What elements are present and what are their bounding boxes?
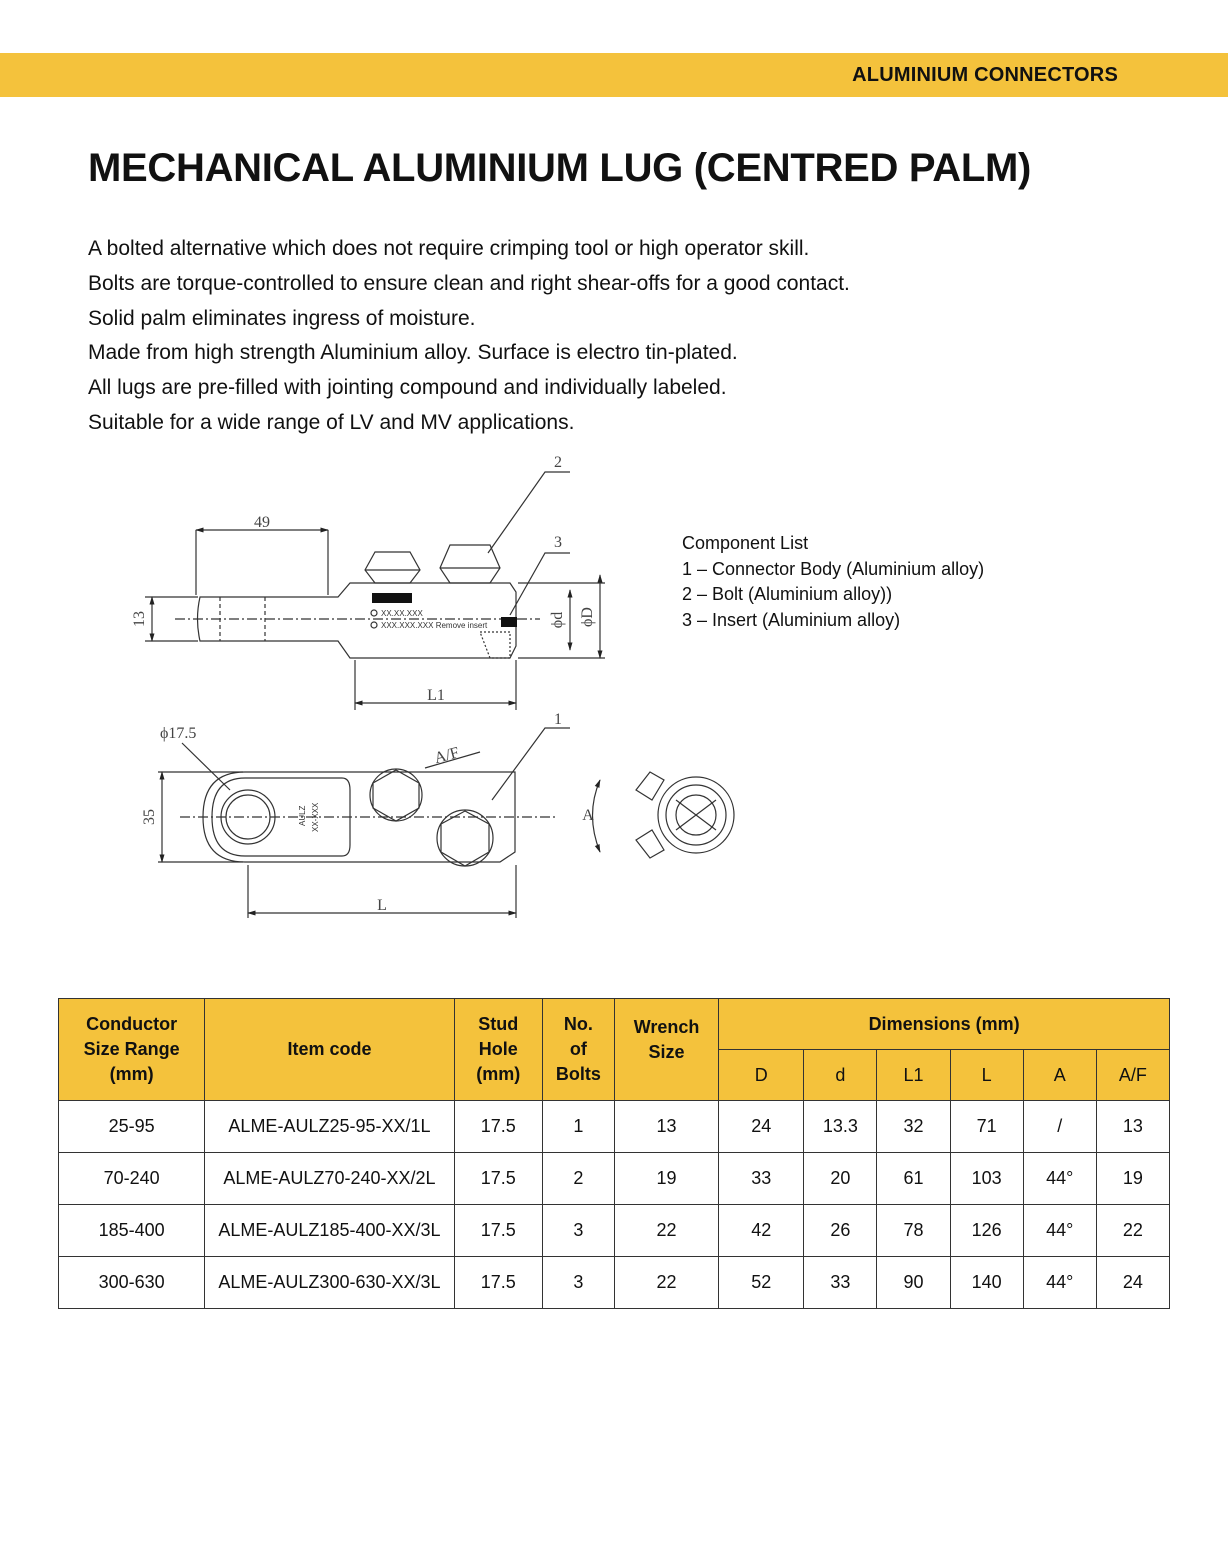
cell-A: / (1023, 1101, 1096, 1153)
cell-AF: 24 (1096, 1257, 1169, 1309)
cell-item-code: ALME-AULZ70-240-XX/2L (205, 1153, 454, 1205)
dim-AF-label: A/F (432, 744, 462, 768)
cell-A: 44° (1023, 1257, 1096, 1309)
cell-L: 71 (950, 1101, 1023, 1153)
header-dimensions: Dimensions (mm) (719, 999, 1170, 1050)
header-dim-AF: A/F (1096, 1050, 1169, 1101)
cell-bolts: 3 (542, 1257, 614, 1309)
cell-d: 13.3 (804, 1101, 877, 1153)
header-wrench-line: Size (648, 1042, 685, 1062)
header-dim-L: L (950, 1050, 1023, 1101)
header-bolts-line: of (569, 1039, 587, 1059)
cell-wrench: 22 (614, 1257, 718, 1309)
header-dim-L1: L1 (877, 1050, 950, 1101)
cell-wrench: 13 (614, 1101, 718, 1153)
dim-D-label: ϕD (579, 607, 596, 627)
cell-wrench: 22 (614, 1205, 718, 1257)
cell-stud-hole: 17.5 (454, 1205, 542, 1257)
cell-L1: 90 (877, 1257, 950, 1309)
dim-L1-label: L1 (427, 687, 445, 704)
cell-conductor: 185-400 (59, 1205, 205, 1257)
dim-A-label: A (582, 807, 594, 824)
cell-L1: 78 (877, 1205, 950, 1257)
cell-D: 24 (719, 1101, 804, 1153)
callout-3: 3 (554, 534, 562, 551)
label-code-1: XX.XX.XXX (381, 609, 423, 618)
cell-d: 26 (804, 1205, 877, 1257)
description-line: All lugs are pre-filled with jointing compound and individually labeled. (88, 376, 727, 400)
description-line: Bolts are torque-controlled to ensure clean and right shear-offs for a good contact. (88, 271, 850, 295)
cell-A: 44° (1023, 1205, 1096, 1257)
header-bolts-line: No. (563, 1014, 593, 1034)
header-dim-d: d (804, 1050, 877, 1101)
cell-L: 126 (950, 1205, 1023, 1257)
cell-item-code: ALME-AULZ300-630-XX/3L (205, 1257, 454, 1309)
cell-conductor: 70-240 (59, 1153, 205, 1205)
end-view (593, 772, 735, 858)
header-stud-line: Hole (478, 1039, 518, 1059)
header-conductor-line: (mm) (109, 1064, 154, 1084)
palm-label-1: AULZ (298, 805, 307, 826)
description-list (88, 232, 850, 441)
header-stud-hole (454, 999, 542, 1101)
component-item: 1 – Connector Body (Aluminium alloy) (682, 558, 985, 579)
dim-35-label: 35 (141, 809, 158, 825)
dim-L-label: L (377, 897, 387, 914)
cell-D: 33 (719, 1153, 804, 1205)
description-line: Made from high strength Aluminium alloy. Surface is electro tin-plated. (88, 341, 738, 365)
header-bolts (542, 999, 614, 1101)
cell-wrench: 19 (614, 1153, 718, 1205)
section-title: ALUMINIUM CONNECTORS (852, 64, 1118, 86)
cell-d: 33 (804, 1257, 877, 1309)
page-title: MECHANICAL ALUMINIUM LUG (CENTRED PALM) (88, 146, 1032, 190)
table-row (59, 1257, 1170, 1309)
cell-conductor: 25-95 (59, 1101, 205, 1153)
side-view (175, 545, 540, 658)
table-row (59, 1101, 1170, 1153)
cell-stud-hole: 17.5 (454, 1257, 542, 1309)
cell-bolts: 3 (542, 1205, 614, 1257)
spec-table (58, 998, 1170, 1309)
label-code-2: XXX.XXX.XXX Remove insert (381, 621, 488, 630)
cell-L1: 61 (877, 1153, 950, 1205)
dim-hole-label: ϕ17.5 (160, 725, 197, 742)
header-conductor-line: Size Range (83, 1039, 180, 1059)
component-list-title: Component List (682, 533, 809, 553)
cell-stud-hole: 17.5 (454, 1101, 542, 1153)
header-item-code: Item code (205, 999, 454, 1101)
dim-49-label: 49 (254, 514, 270, 531)
cell-d: 20 (804, 1153, 877, 1205)
callout-2: 2 (554, 454, 562, 471)
component-item: 3 – Insert (Aluminium alloy) (682, 609, 901, 630)
component-list (682, 531, 984, 633)
dim-13-label: 13 (131, 611, 148, 627)
cell-D: 42 (719, 1205, 804, 1257)
header-bar (0, 53, 1228, 97)
header-stud-line: (mm) (476, 1064, 521, 1084)
cell-A: 44° (1023, 1153, 1096, 1205)
cell-D: 52 (719, 1257, 804, 1309)
header-dim-A: A (1023, 1050, 1096, 1101)
header-wrench-line: Wrench (633, 1017, 700, 1037)
header-conductor-line: Conductor (86, 1014, 178, 1034)
cell-AF: 19 (1096, 1153, 1169, 1205)
cell-L1: 32 (877, 1101, 950, 1153)
dim-d-label: ϕd (549, 611, 566, 629)
cell-item-code: ALME-AULZ25-95-XX/1L (205, 1101, 454, 1153)
table-row (59, 1153, 1170, 1205)
cell-bolts: 1 (542, 1101, 614, 1153)
top-view (180, 769, 555, 866)
cell-L: 103 (950, 1153, 1023, 1205)
cell-AF: 13 (1096, 1101, 1169, 1153)
cell-AF: 22 (1096, 1205, 1169, 1257)
description-line: A bolted alternative which does not require crimping tool or high operator skill. (88, 237, 810, 260)
header-dim-D: D (719, 1050, 804, 1101)
cell-L: 140 (950, 1257, 1023, 1309)
component-item: 2 – Bolt (Aluminium alloy)) (682, 584, 893, 604)
cell-conductor: 300-630 (59, 1257, 205, 1309)
cell-item-code: ALME-AULZ185-400-XX/3L (205, 1205, 454, 1257)
technical-drawing (110, 440, 890, 940)
callout-1: 1 (554, 711, 562, 728)
header-bolts-line: Bolts (555, 1064, 601, 1084)
description-line: Suitable for a wide range of LV and MV applications. (88, 410, 575, 434)
table-row (59, 1205, 1170, 1257)
cell-stud-hole: 17.5 (454, 1153, 542, 1205)
cell-bolts: 2 (542, 1153, 614, 1205)
description-line: Solid palm eliminates ingress of moisture. (88, 306, 476, 330)
header-stud-line: Stud (478, 1014, 519, 1034)
header-wrench (614, 999, 718, 1101)
header-conductor (59, 999, 205, 1101)
palm-label-2: XX-XXX (311, 802, 320, 832)
